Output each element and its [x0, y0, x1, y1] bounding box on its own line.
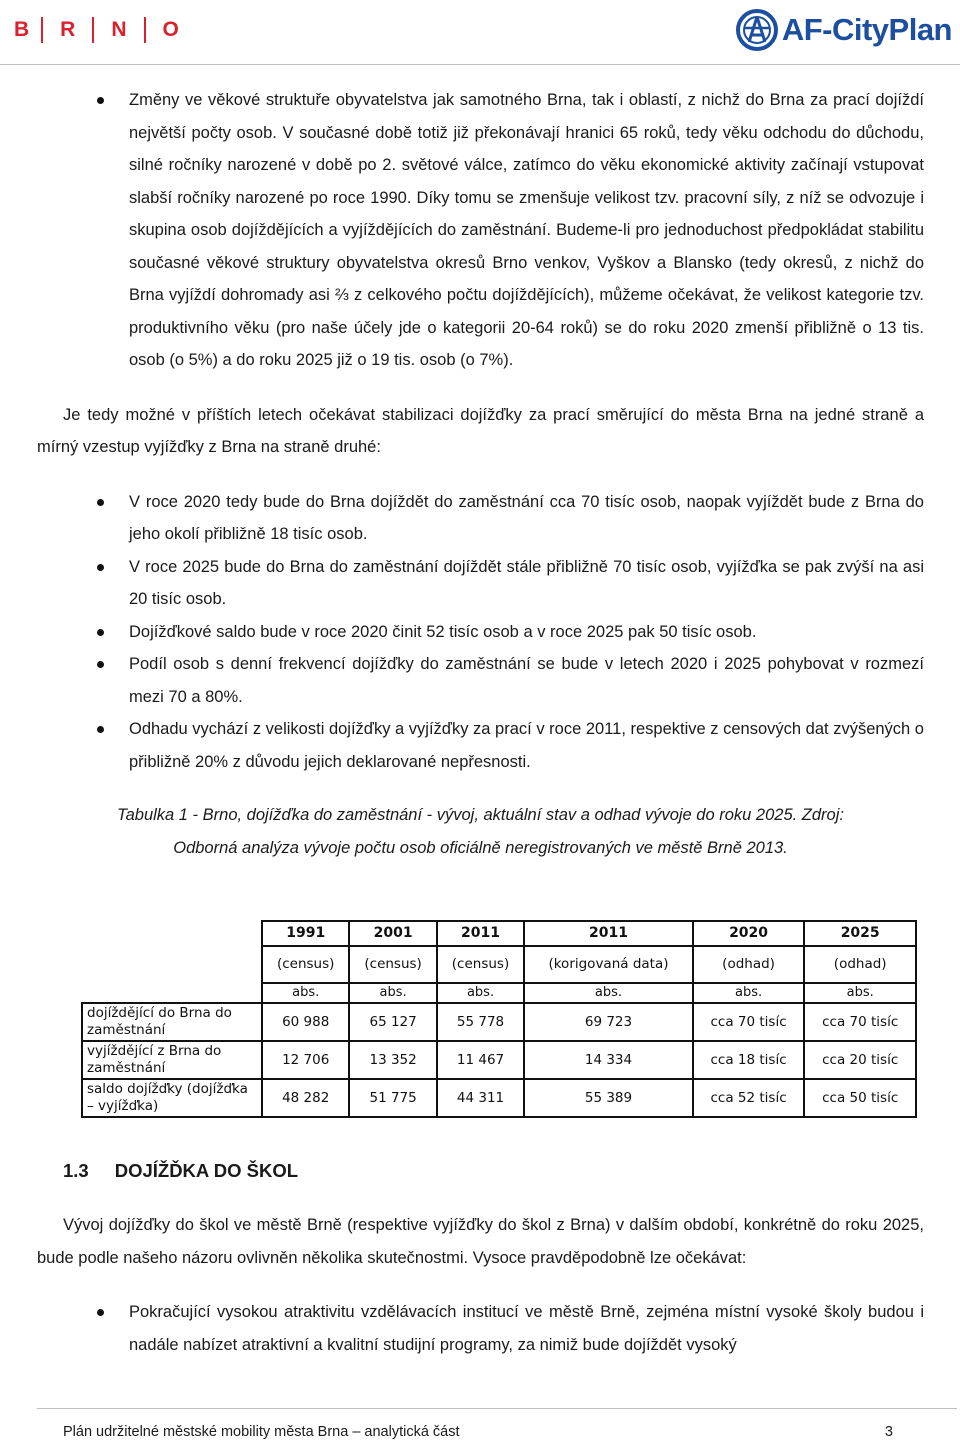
paragraph: Vývoj dojížďky do škol ve městě Brně (respektive vyjížďky do škol z Brna) v dalším období, konkrétně do roku 2025, bude podle našeho názoru ovlivněn několika skutečnostmi. Vysoce pravděpodobně lze očekávat: — [37, 1216, 924, 1267]
list-item-text: Pokračující vysokou atraktivitu vzdělávacích institucí ve městě Brně, zejména místní vysoké školy budou i nadále nabízet atraktivní a kvalitní studijní programy, za nimiž bude dojíždět vysoký — [129, 1303, 924, 1354]
table-cell: cca 50 tisíc — [804, 1079, 916, 1117]
page-header — [0, 0, 960, 66]
commuting-table — [81, 920, 917, 1118]
list-item-text: V roce 2020 tedy bude do Brna dojíždět do zaměstnání cca 70 tisíc osob, naopak vyjíždět bude z Brna do jeho okolí přibližně 18 tisíc osob. — [129, 492, 924, 543]
column-year: 1991 — [262, 921, 349, 946]
row-label: dojíždějící do Brna do zaměstnání — [82, 1003, 262, 1041]
column-source: (census) — [262, 946, 349, 983]
bullet-icon — [97, 564, 104, 571]
table-subheader-row — [82, 946, 916, 983]
list-item — [37, 648, 924, 713]
table-cell: 11 467 — [437, 1041, 524, 1079]
column-unit: abs. — [804, 983, 916, 1004]
bullet-icon — [97, 1309, 104, 1316]
column-year: 2011 — [524, 921, 693, 946]
column-year: 2020 — [693, 921, 805, 946]
column-unit: abs. — [437, 983, 524, 1004]
list-item — [37, 84, 924, 377]
column-unit: abs. — [349, 983, 436, 1004]
row-label: saldo dojížďky (dojížďka – vyjížďka) — [82, 1079, 262, 1117]
af-cityplan-logo — [735, 8, 952, 52]
table-corner — [82, 921, 262, 946]
brno-letter: N — [111, 18, 127, 41]
column-source: (korigovaná data) — [524, 946, 693, 983]
bullet-icon — [97, 629, 104, 636]
table-cell: 51 775 — [349, 1079, 436, 1117]
column-source: (census) — [349, 946, 436, 983]
table-cell: 13 352 — [349, 1041, 436, 1079]
list-item-text: Podíl osob s denní frekvencí dojížďky do zaměstnání se bude v letech 2020 i 2025 pohybovat v rozmezí mezi 70 a 80%. — [129, 655, 924, 706]
header-divider — [0, 64, 960, 65]
brno-divider — [144, 17, 146, 43]
table-caption — [37, 799, 924, 865]
column-unit: abs. — [693, 983, 805, 1004]
column-source: (odhad) — [693, 946, 805, 983]
caption-line: Tabulka 1 - Brno, dojížďka do zaměstnání - vývoj, aktuální stav a odhad vývoje do roku 2025. Zdroj: — [117, 806, 844, 824]
column-year: 2025 — [804, 921, 916, 946]
bullet-icon — [97, 726, 104, 733]
bullet-list — [37, 84, 924, 377]
section-number: 1.3 — [63, 1160, 89, 1181]
column-unit: abs. — [262, 983, 349, 1004]
table-cell: cca 20 tisíc — [804, 1041, 916, 1079]
table-cell: 48 282 — [262, 1079, 349, 1117]
table-cell: 12 706 — [262, 1041, 349, 1079]
brno-letter: R — [60, 18, 76, 41]
main-content — [37, 84, 924, 865]
list-item-text: Dojížďkové saldo bude v roce 2020 činit 52 tisíc osob a v roce 2025 pak 50 tisíc osob. — [129, 622, 757, 641]
list-item-text: Změny ve věkové struktuře obyvatelstva jak samotného Brna, tak i oblastí, z nichž do Brna za prací dojíždí největší počty osob. V současné době totiž již překonávají hranici 65 roků, tedy věku odchodu do důchodu, silné ročníky narozené v době po 2. světové válce, zatímco do věku ekonomické aktivity začínají vstupovat slabší ročníky narozené po roce 1990. Díky tomu se zmenšuje velikost tzv. pracovní síly, z níž se odvozuje i skupina osob dojíždějících a vyjíždějících do zaměstnání. Budeme-li pro jednoduchost předpokládat stabilitu současné věkové struktury obyvatelstva okresů Brno venkov, Vyškov a Blansko (tedy okresů, z nichž do Brna vyjíždí dohromady asi ⅔ z celkového počtu dojíždějících), můžeme očekávat, že velikost kategorie tzv. produktivního věku (pro naše účely jde o kategorii 20-64 roků) se do roku 2020 zmenší přibližně o 13 tis. osob (o 5%) a do roku 2025 již o 19 tis. osob (o 7%). — [129, 91, 924, 369]
table-cell: cca 18 tisíc — [693, 1041, 805, 1079]
table-units-row — [82, 983, 916, 1004]
brno-logo — [14, 17, 179, 43]
table-header-row — [82, 921, 916, 946]
column-year: 2011 — [437, 921, 524, 946]
table-cell: 60 988 — [262, 1003, 349, 1041]
section-content — [37, 1209, 924, 1361]
bullet-icon — [97, 661, 104, 668]
table-cell: cca 70 tisíc — [804, 1003, 916, 1041]
footer-title: Plán udržitelné městské mobility města Brna – analytická část — [63, 1424, 460, 1440]
table-corner — [82, 946, 262, 983]
table-cell: 69 723 — [524, 1003, 693, 1041]
column-unit: abs. — [524, 983, 693, 1004]
column-year: 2001 — [349, 921, 436, 946]
table-corner — [82, 983, 262, 1004]
paragraph: Je tedy možné v příštích letech očekávat stabilizaci dojížďky za prací směrující do města Brna na jedné straně a mírný vzestup vyjížďky z Brna na straně druhé: — [37, 405, 924, 456]
brno-divider — [92, 17, 94, 43]
brno-divider — [41, 17, 43, 43]
row-label: vyjíždějící z Brna do zaměstnání — [82, 1041, 262, 1079]
list-item-text: V roce 2025 bude do Brna do zaměstnání dojíždět stále přibližně 70 tisíc osob, vyjížďka se pak zvýší na asi 20 tisíc osob. — [129, 557, 924, 608]
caption-line: Odborná analýza vývoje počtu osob oficiálně neregistrovaných ve městě Brně 2013. — [173, 839, 788, 857]
list-item — [37, 616, 924, 649]
list-item — [37, 551, 924, 616]
table-row — [82, 1041, 916, 1079]
list-item-text: Odhadu vychází z velikosti dojížďky a vyjížďky za prací v roce 2011, respektive z censových dat zvýšených o přibližně 20% z důvodu jejich deklarované nepřesnosti. — [129, 720, 924, 771]
af-logo-text: AF-CityPlan — [781, 12, 952, 47]
bullet-icon — [97, 499, 104, 506]
list-item — [37, 713, 924, 778]
bullet-list — [37, 486, 924, 779]
data-table — [81, 920, 917, 1118]
list-item — [37, 486, 924, 551]
page-number: 3 — [884, 1424, 893, 1440]
bullet-list — [37, 1296, 924, 1361]
brno-letter: B — [14, 18, 30, 41]
section-title: DOJÍŽĎKA DO ŠKOL — [114, 1160, 299, 1181]
table-cell: 55 778 — [437, 1003, 524, 1041]
af-emblem-icon — [735, 8, 779, 52]
table-cell: 65 127 — [349, 1003, 436, 1041]
brno-letter: O — [162, 18, 179, 41]
column-source: (odhad) — [804, 946, 916, 983]
table-cell: cca 70 tisíc — [693, 1003, 805, 1041]
table-row — [82, 1079, 916, 1117]
table-cell: 14 334 — [524, 1041, 693, 1079]
section-heading — [63, 1160, 298, 1182]
column-source: (census) — [437, 946, 524, 983]
table-cell: 44 311 — [437, 1079, 524, 1117]
bullet-icon — [97, 97, 104, 104]
table-row — [82, 1003, 916, 1041]
list-item — [37, 1296, 924, 1361]
footer-divider — [37, 1408, 957, 1409]
table-cell: cca 52 tisíc — [693, 1079, 805, 1117]
table-cell: 55 389 — [524, 1079, 693, 1117]
